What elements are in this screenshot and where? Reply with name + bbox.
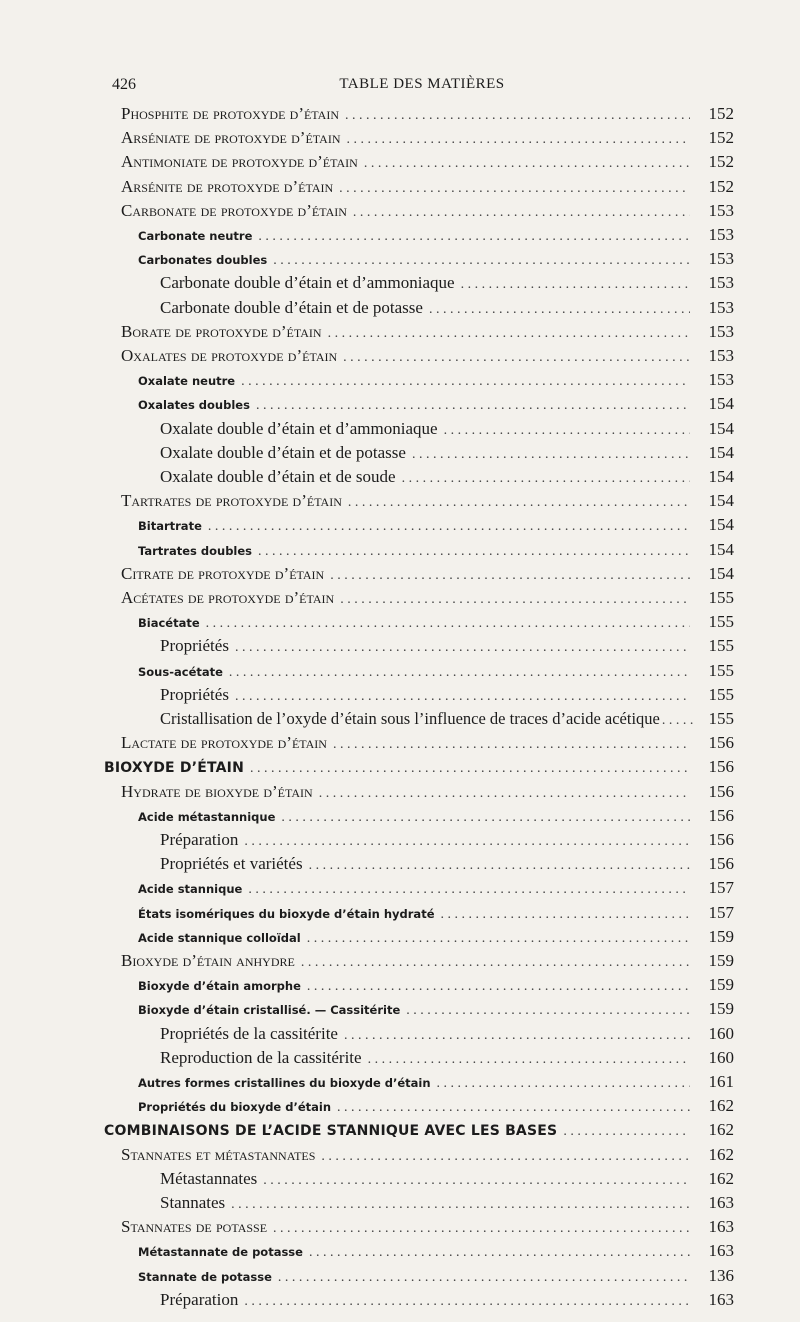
dot-leader (281, 810, 690, 826)
toc-entry-page: 162 (708, 1096, 734, 1116)
toc-entry-title: Acide métastannique (138, 809, 276, 824)
toc-entry (0, 1266, 800, 1290)
dot-leader (263, 1173, 690, 1189)
toc-entry (0, 854, 800, 878)
dot-leader (340, 592, 690, 608)
toc-entry-title: Propriétés et variétés (160, 854, 303, 874)
dot-leader (328, 326, 690, 342)
dot-leader (319, 786, 690, 802)
toc-entry (0, 903, 800, 927)
toc-entry-title: Oxalates de protoxyde d’étain (121, 346, 338, 365)
toc-entry (0, 636, 800, 660)
toc-entry-page: 161 (708, 1072, 734, 1091)
toc-entry-page: 152 (708, 152, 734, 172)
dot-leader (437, 1076, 690, 1092)
toc-entry (0, 467, 800, 491)
toc-entry-page: 163 (708, 1193, 734, 1212)
toc-entry-title: Oxalate neutre (138, 374, 236, 389)
page-header (112, 74, 732, 98)
dot-leader (563, 1124, 690, 1140)
toc-entry-page: 162 (708, 1120, 734, 1140)
toc-entry (0, 661, 800, 685)
toc-entry (0, 515, 800, 539)
dot-leader (307, 931, 690, 947)
toc-entry (0, 951, 800, 975)
toc-entry-page: 153 (708, 249, 734, 269)
toc-entry-page: 163 (708, 1241, 734, 1261)
dot-leader (208, 519, 690, 535)
toc-entry (0, 104, 800, 128)
dot-leader (309, 858, 690, 874)
toc-entry-page: 152 (708, 128, 734, 148)
toc-entry-title: Acétates de protoxyde d’étain (121, 588, 335, 607)
toc-entry (0, 1072, 800, 1096)
toc-entry (0, 1145, 800, 1169)
toc-entry-title: Oxalate double d’étain et de potasse (160, 442, 406, 462)
toc-entry-page: 162 (708, 1168, 734, 1188)
dot-leader (231, 1197, 690, 1213)
toc-entry-page: 154 (708, 442, 734, 462)
dot-leader (353, 205, 690, 221)
toc-entry-page: 155 (708, 660, 734, 680)
toc-entry (0, 540, 800, 564)
dot-leader (402, 471, 690, 487)
toc-entry-page: 155 (708, 684, 734, 704)
toc-entry (0, 346, 800, 370)
toc-entry-page: 153 (708, 297, 734, 317)
toc-entry (0, 491, 800, 515)
toc-entry (0, 782, 800, 806)
dot-leader (347, 132, 691, 148)
toc-entry (0, 249, 800, 273)
dot-leader (343, 350, 690, 366)
toc-entry-page: 160 (708, 1047, 734, 1067)
toc-entry-page: 163 (708, 1289, 734, 1309)
toc-entry-title: COMBINAISONS DE L’ACIDE STANNIQUE AVEC LES BASES (104, 1123, 558, 1140)
toc-entry-page: 155 (708, 709, 734, 728)
toc-entry-page: 152 (708, 104, 734, 123)
dot-leader (250, 761, 690, 777)
toc-entry-page: 153 (708, 225, 734, 244)
toc-entry (0, 273, 800, 297)
toc-entry-title: Tartrates de protoxyde d’étain (121, 491, 342, 511)
toc-entry (0, 419, 800, 443)
dot-leader (364, 156, 690, 172)
dot-leader (662, 713, 694, 729)
dot-leader (348, 495, 690, 511)
toc-entry-title: Oxalates doubles (138, 398, 250, 413)
toc-entry-title: Propriétés du bioxyde d’étain (138, 1100, 332, 1115)
toc-entry-title: Carbonates doubles (138, 253, 268, 268)
toc-entry-title: Phosphite de protoxyde d’étain (121, 104, 340, 123)
page-number: 426 (112, 76, 136, 93)
toc-entry-title: Stannates (160, 1193, 226, 1212)
toc-entry-page: 156 (708, 854, 734, 874)
dot-leader (309, 1245, 690, 1261)
toc-entry-page: 153 (708, 200, 734, 220)
toc-entry-page: 153 (708, 273, 734, 293)
toc-entry (0, 443, 800, 467)
toc-entry (0, 298, 800, 322)
dot-leader (368, 1052, 690, 1068)
toc-entry-page: 155 (708, 612, 734, 632)
toc-entry-page: 155 (708, 636, 734, 656)
toc-entry (0, 1290, 800, 1314)
toc-entry-title: Propriétés de la cassitérite (160, 1023, 338, 1043)
toc-entry-title: Bioxyde d’étain amorphe (138, 979, 301, 994)
toc-entry-title: Préparation (160, 830, 239, 849)
dot-leader (206, 616, 690, 632)
toc-entry-title: Antimoniate de protoxyde d’étain (121, 152, 358, 172)
dot-leader (339, 181, 690, 197)
toc-entry-page: 159 (708, 951, 734, 970)
toc-entry-title: Arséniate de protoxyde d’étain (121, 128, 341, 148)
toc-entry (0, 612, 800, 636)
dot-leader (273, 1221, 690, 1237)
toc-entry-title: États isomériques du bioxyde d’étain hydraté (138, 906, 435, 921)
dot-leader (248, 882, 690, 898)
toc-entry-page: 156 (708, 805, 734, 825)
toc-entry-title: Stannates et métastannates (121, 1144, 316, 1164)
toc-entry-page: 159 (708, 999, 734, 1019)
toc-entry (0, 370, 800, 394)
dot-leader (244, 834, 690, 850)
toc-entry-title: Métastannates (160, 1168, 258, 1188)
toc-entry-title: Carbonate double d’étain et de potasse (160, 297, 423, 317)
toc-entry-title: BIOXYDE D’ÉTAIN (104, 760, 244, 777)
toc-entry-title: Arsénite de protoxyde d’étain (121, 176, 334, 196)
toc-entry-title: Préparation (160, 1289, 239, 1309)
toc-entry (0, 685, 800, 709)
toc-entry-title: Cristallisation de l’oxyde d’étain sous l’influence de traces d’acide acétique (160, 709, 660, 728)
toc-entry (0, 1217, 800, 1241)
toc-entry (0, 201, 800, 225)
toc-entry-title: Métastannate de potasse (138, 1245, 303, 1260)
toc-entry-title: Acide stannique (138, 882, 243, 897)
toc-entry (0, 806, 800, 830)
toc-entry-title: Autres formes cristallines du bioxyde d’étain (138, 1076, 431, 1090)
toc-entry-title: Bioxyde d’étain cristallisé. — Cassitérite (138, 1003, 401, 1018)
toc-entry-title: Carbonate double d’étain et d’ammoniaque (160, 273, 455, 293)
toc-entry (0, 927, 800, 951)
dot-leader (229, 665, 690, 681)
dot-leader (444, 423, 690, 439)
toc-entry-title: Oxalate double d’étain et de soude (160, 467, 396, 486)
toc-entry-page: 156 (708, 757, 734, 777)
toc-entry (0, 1120, 800, 1144)
toc-entry (0, 152, 800, 176)
toc-entry (0, 757, 800, 781)
dot-leader (321, 1149, 690, 1165)
toc-entry-title: Stannates de potasse (121, 1217, 268, 1237)
dot-leader (441, 907, 691, 923)
toc-entry (0, 1193, 800, 1217)
toc-entry-page: 162 (708, 1144, 734, 1164)
toc-entry-title: Propriétés (160, 684, 229, 704)
toc-entry-page: 159 (708, 926, 734, 946)
toc-entry-page: 153 (708, 321, 734, 341)
toc-entry (0, 225, 800, 249)
toc-entry (0, 830, 800, 854)
dot-leader (273, 253, 690, 269)
toc-entry-title: Citrate de protoxyde d’étain (121, 563, 325, 583)
toc-entry-page: 156 (708, 733, 734, 753)
toc-entry-title: Bioxyde d’étain anhydre (121, 951, 295, 970)
dot-leader (235, 640, 690, 656)
toc-entry-title: Carbonate de protoxyde d’étain (121, 200, 347, 220)
toc-entry (0, 878, 800, 902)
toc-entry-page: 154 (708, 418, 734, 438)
toc-entry (0, 177, 800, 201)
dot-leader (412, 447, 690, 463)
toc-entry (0, 1169, 800, 1193)
toc-entry-title: Tartrates doubles (138, 543, 253, 558)
toc-entry-title: Propriétés (160, 636, 229, 656)
dot-leader (337, 1100, 690, 1116)
dot-leader (235, 689, 690, 705)
toc-entry (0, 733, 800, 757)
toc-entry-page: 154 (708, 515, 734, 535)
dot-leader (258, 544, 690, 560)
toc-entry-title: Reproduction de la cassitérite (160, 1047, 362, 1067)
toc-entry-page: 156 (708, 830, 734, 849)
toc-entry (0, 709, 800, 733)
toc-entry (0, 588, 800, 612)
toc-entry-page: 154 (708, 539, 734, 559)
toc-entry-title: Hydrate de bioxyde d’étain (121, 781, 313, 801)
toc-entry (0, 999, 800, 1023)
toc-entry (0, 1048, 800, 1072)
toc-entry-page: 154 (708, 394, 734, 414)
toc-entry-page: 157 (708, 878, 734, 898)
toc-entry-title: Oxalate double d’étain et d’ammoniaque (160, 418, 438, 438)
dot-leader (330, 568, 690, 584)
toc-entry (0, 128, 800, 152)
running-title: TABLE DES MATIÈRES (339, 76, 505, 92)
toc-entry-page: 163 (708, 1217, 734, 1237)
toc-entry-page: 152 (708, 176, 734, 196)
toc-entry-page: 153 (708, 370, 734, 390)
dot-leader (241, 374, 690, 390)
toc-entry (0, 975, 800, 999)
toc-entry-page: 159 (708, 975, 734, 995)
dot-leader (406, 1003, 690, 1019)
toc-entry-title: Lactate de protoxyde d’étain (121, 733, 327, 753)
toc-entry (0, 1241, 800, 1265)
toc-entry-title: Bitartrate (138, 519, 202, 534)
dot-leader (256, 398, 690, 414)
dot-leader (301, 955, 690, 971)
dot-leader (344, 1028, 690, 1044)
toc-entry-page: 156 (708, 781, 734, 801)
toc-entry-page: 154 (708, 467, 734, 486)
toc-entry-page: 136 (708, 1265, 734, 1285)
toc-entry-page: 153 (708, 346, 734, 365)
toc-entry-page: 155 (708, 588, 734, 607)
toc-entry-page: 154 (708, 563, 734, 583)
toc-entry-title: Biacétate (138, 616, 200, 631)
dot-leader (307, 979, 690, 995)
dot-leader (258, 229, 690, 245)
dot-leader (333, 737, 690, 753)
toc-entry-page: 157 (708, 902, 734, 922)
toc-entry (0, 394, 800, 418)
dot-leader (278, 1270, 690, 1286)
dot-leader (429, 302, 690, 318)
toc-entry (0, 564, 800, 588)
dot-leader (345, 108, 690, 124)
toc-entry (0, 1096, 800, 1120)
toc-entry-title: Borate de protoxyde d’étain (121, 321, 322, 341)
toc-entry-page: 160 (708, 1023, 734, 1043)
toc-entry (0, 322, 800, 346)
toc-entry-title: Acide stannique colloïdal (138, 930, 301, 945)
toc-entry (0, 1024, 800, 1048)
toc-entry-title: Stannate de potasse (138, 1269, 272, 1284)
toc-entry-title: Carbonate neutre (138, 229, 253, 243)
toc-entry-title: Sous-acétate (138, 664, 223, 679)
toc-entry-page: 154 (708, 491, 734, 511)
dot-leader (461, 277, 690, 293)
dot-leader (244, 1294, 690, 1310)
